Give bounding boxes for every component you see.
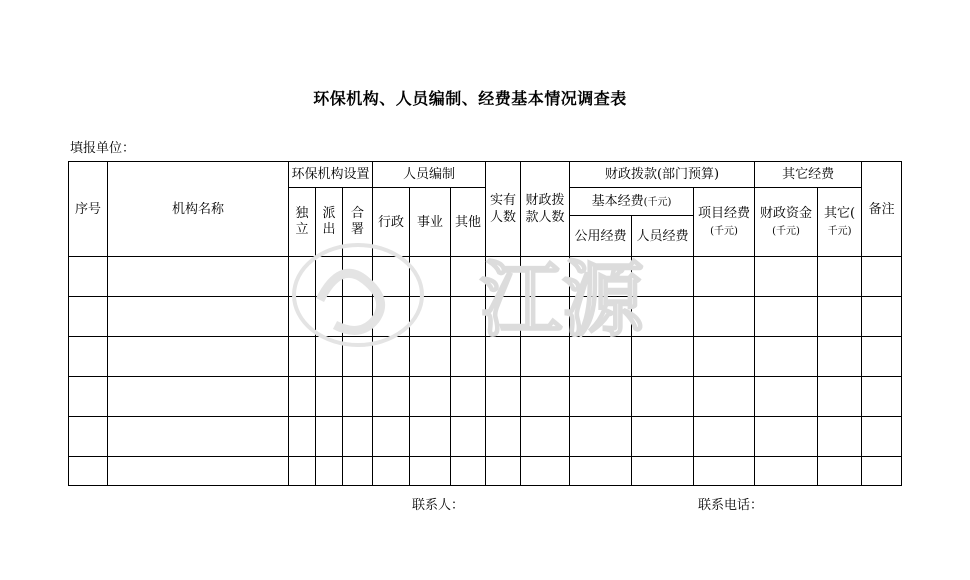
table-cell[interactable] xyxy=(316,417,343,457)
table-cell[interactable] xyxy=(289,377,316,417)
table-cell[interactable] xyxy=(694,377,755,417)
table-cell[interactable] xyxy=(570,257,632,297)
table-cell[interactable] xyxy=(69,457,108,486)
header-other-funds: 其它经费 xyxy=(755,162,862,188)
table-cell[interactable] xyxy=(486,377,521,417)
header-other-it xyxy=(818,188,862,257)
header-admin: 行政 xyxy=(373,188,410,257)
table-cell[interactable] xyxy=(69,417,108,457)
table-cell[interactable] xyxy=(451,257,486,297)
table-cell[interactable] xyxy=(521,417,570,457)
table-cell[interactable] xyxy=(69,337,108,377)
table-cell[interactable] xyxy=(451,337,486,377)
table-cell[interactable] xyxy=(862,457,902,486)
table-cell[interactable] xyxy=(289,337,316,377)
header-fiscal-staff xyxy=(521,162,570,257)
header-independent: 独立 xyxy=(289,188,316,257)
survey-table-container xyxy=(68,161,902,486)
table-cell[interactable] xyxy=(289,417,316,457)
table-cell[interactable] xyxy=(373,257,410,297)
table-cell[interactable] xyxy=(451,377,486,417)
table-cell[interactable] xyxy=(486,257,521,297)
header-org-name: 机构名称 xyxy=(108,162,289,257)
table-cell[interactable] xyxy=(570,337,632,377)
table-cell[interactable] xyxy=(486,457,521,486)
table-cell[interactable] xyxy=(521,377,570,417)
table-row xyxy=(69,417,902,457)
table-cell[interactable] xyxy=(410,337,451,377)
table-cell[interactable] xyxy=(755,417,818,457)
table-cell[interactable] xyxy=(694,337,755,377)
table-cell[interactable] xyxy=(486,417,521,457)
table-cell[interactable] xyxy=(521,257,570,297)
header-staffing: 人员编制 xyxy=(373,162,486,188)
table-cell[interactable] xyxy=(486,337,521,377)
table-cell[interactable] xyxy=(694,297,755,337)
header-fiscal-capital-label: 财政资金 xyxy=(760,205,813,221)
table-cell[interactable] xyxy=(755,377,818,417)
survey-table xyxy=(68,161,902,486)
header-basic-funds xyxy=(570,188,694,216)
header-fiscal-staff-line1: 财政拨 xyxy=(525,193,565,208)
table-cell[interactable] xyxy=(570,297,632,337)
table-cell[interactable] xyxy=(69,297,108,337)
table-cell[interactable] xyxy=(289,297,316,337)
header-dispatched: 派出 xyxy=(316,188,343,257)
table-cell[interactable] xyxy=(451,457,486,486)
table-cell[interactable] xyxy=(410,377,451,417)
table-row xyxy=(69,257,902,297)
header-actual-staff-line2: 人数 xyxy=(490,210,517,225)
table-cell[interactable] xyxy=(316,457,343,486)
table-cell[interactable] xyxy=(632,337,694,377)
header-fiscal-allocation: 财政拨款(部门预算) xyxy=(570,162,755,188)
table-cell[interactable] xyxy=(818,337,862,377)
table-cell[interactable] xyxy=(69,257,108,297)
table-cell[interactable] xyxy=(818,297,862,337)
table-cell[interactable] xyxy=(862,377,902,417)
header-fiscal-staff-line2: 款人数 xyxy=(525,210,565,225)
contact-phone-label: 联系电话： xyxy=(698,498,764,513)
table-cell[interactable] xyxy=(108,257,289,297)
header-institution: 事业 xyxy=(410,188,451,257)
table-cell[interactable] xyxy=(862,417,902,457)
table-cell[interactable] xyxy=(343,457,373,486)
table-cell[interactable] xyxy=(755,257,818,297)
table-cell[interactable] xyxy=(632,417,694,457)
table-cell[interactable] xyxy=(410,417,451,457)
header-actual-staff-line1: 实有 xyxy=(490,193,517,208)
table-cell[interactable] xyxy=(373,457,410,486)
header-other-it-label: 其它( xyxy=(824,205,856,221)
contact-person-label: 联系人： xyxy=(412,498,465,513)
table-cell[interactable] xyxy=(373,297,410,337)
header-joint: 合署 xyxy=(343,188,373,257)
header-basic-funds-label: 基本经费 xyxy=(591,193,644,209)
header-public-funds: 公用经费 xyxy=(570,216,632,257)
header-fiscal-capital xyxy=(755,188,818,257)
table-cell[interactable] xyxy=(343,297,373,337)
table-cell[interactable] xyxy=(373,417,410,457)
table-cell[interactable] xyxy=(69,377,108,417)
table-cell[interactable] xyxy=(570,417,632,457)
header-personnel-funds: 人员经费 xyxy=(632,216,694,257)
table-cell[interactable] xyxy=(451,297,486,337)
table-cell[interactable] xyxy=(818,457,862,486)
table-cell[interactable] xyxy=(343,417,373,457)
table-cell[interactable] xyxy=(451,417,486,457)
table-cell[interactable] xyxy=(862,297,902,337)
header-project-funds-label: 项目经费 xyxy=(698,205,751,221)
table-cell[interactable] xyxy=(410,297,451,337)
table-cell[interactable] xyxy=(289,457,316,486)
table-cell[interactable] xyxy=(755,337,818,377)
table-cell[interactable] xyxy=(316,257,343,297)
table-cell[interactable] xyxy=(316,297,343,337)
table-cell[interactable] xyxy=(410,257,451,297)
table-row xyxy=(69,337,902,377)
table-cell[interactable] xyxy=(755,297,818,337)
table-cell[interactable] xyxy=(818,417,862,457)
table-cell[interactable] xyxy=(108,297,289,337)
table-cell[interactable] xyxy=(521,457,570,486)
table-cell[interactable] xyxy=(570,377,632,417)
header-fiscal-capital-unit: (千元) xyxy=(772,225,800,237)
table-cell[interactable] xyxy=(108,457,289,486)
table-cell[interactable] xyxy=(570,457,632,486)
header-actual-staff xyxy=(486,162,521,257)
table-row xyxy=(69,377,902,417)
table-cell[interactable] xyxy=(316,377,343,417)
table-cell[interactable] xyxy=(694,417,755,457)
table-cell[interactable] xyxy=(108,417,289,457)
table-cell[interactable] xyxy=(694,257,755,297)
table-cell[interactable] xyxy=(108,337,289,377)
table-cell[interactable] xyxy=(343,257,373,297)
table-cell[interactable] xyxy=(289,257,316,297)
table-cell[interactable] xyxy=(818,257,862,297)
header-seq: 序号 xyxy=(69,162,108,257)
table-cell[interactable] xyxy=(486,297,521,337)
watermark-text: 江源 xyxy=(480,253,645,348)
table-row xyxy=(69,297,902,337)
table-cell[interactable] xyxy=(694,457,755,486)
table-cell[interactable] xyxy=(373,337,410,377)
table-cell[interactable] xyxy=(632,457,694,486)
header-other-it-unit: 千元) xyxy=(827,225,852,237)
table-cell[interactable] xyxy=(755,457,818,486)
table-cell[interactable] xyxy=(343,337,373,377)
table-cell[interactable] xyxy=(108,377,289,417)
table-cell[interactable] xyxy=(632,377,694,417)
table-cell[interactable] xyxy=(316,337,343,377)
table-cell[interactable] xyxy=(343,377,373,417)
header-basic-funds-unit: (千元) xyxy=(643,196,672,208)
form-title: 环保机构、人员编制、经费基本情况调查表 xyxy=(313,89,627,108)
header-project-funds-unit: (千元) xyxy=(710,225,738,237)
header-project-funds xyxy=(694,188,755,257)
table-cell[interactable] xyxy=(632,297,694,337)
reporting-unit-label: 填报单位： xyxy=(70,141,136,156)
table-cell[interactable] xyxy=(632,257,694,297)
table-cell[interactable] xyxy=(862,257,902,297)
table-row xyxy=(69,457,902,486)
header-org-setup: 环保机构设置 xyxy=(289,162,373,188)
table-cell[interactable] xyxy=(521,337,570,377)
header-remarks: 备注 xyxy=(862,162,902,257)
table-cell[interactable] xyxy=(818,377,862,417)
table-cell[interactable] xyxy=(373,377,410,417)
table-cell[interactable] xyxy=(521,297,570,337)
header-other: 其他 xyxy=(451,188,486,257)
table-cell[interactable] xyxy=(410,457,451,486)
table-cell[interactable] xyxy=(862,337,902,377)
